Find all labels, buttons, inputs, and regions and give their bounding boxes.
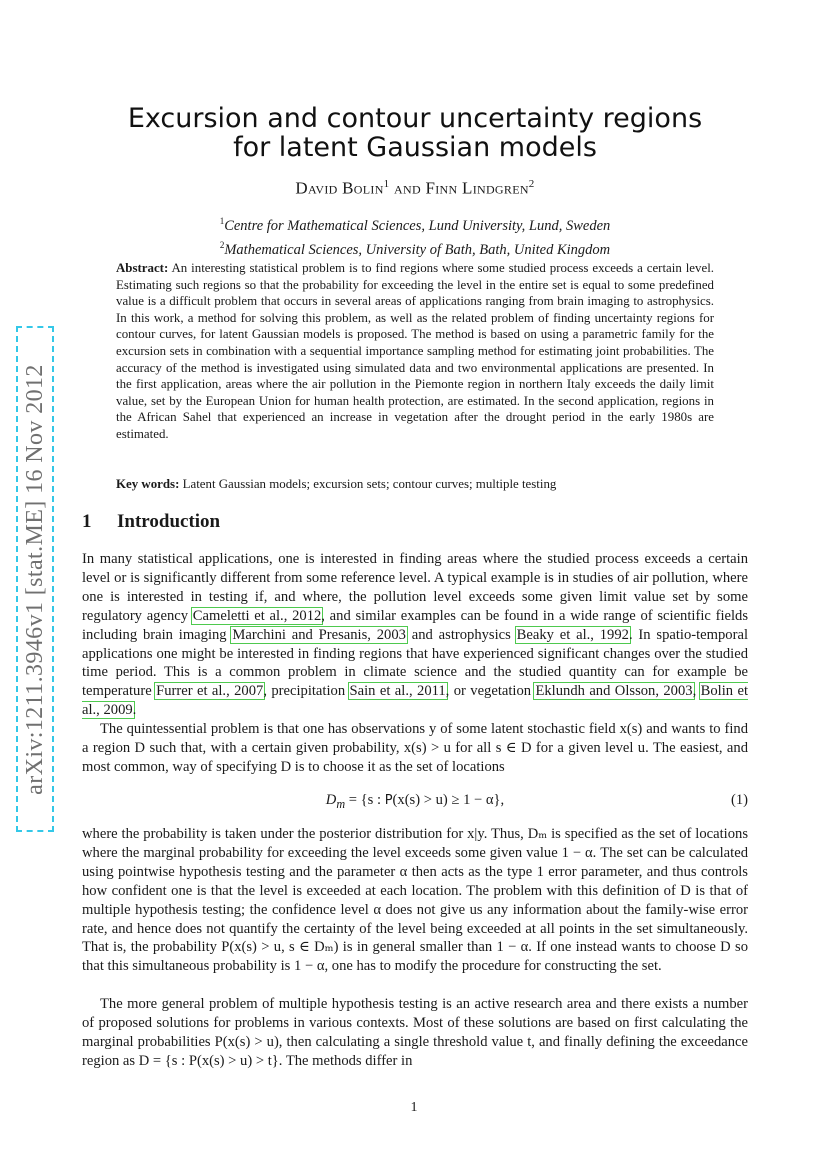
arxiv-identifier-text: arXiv:1211.3946v1 [stat.ME] 16 Nov 2012 bbox=[21, 363, 48, 795]
abstract bbox=[116, 260, 714, 443]
affiliation-1 bbox=[82, 212, 748, 236]
text-run: , bbox=[692, 683, 701, 700]
equation-lhs-subscript: m bbox=[336, 796, 346, 811]
intro-paragraph-4: The more general problem of multiple hypothesis testing is an active research area and there exists a number of proposed solutions for problems in various contexts. Most of these solutions are based on first calculating the marginal probabilities P(x(s) > u), then calculating a single threshold value t, and finally defining the exceedance region as D = {s : P(x(s) > u) > t}. The methods differ in bbox=[82, 996, 748, 1069]
equation-1 bbox=[82, 792, 748, 812]
author-separator: and bbox=[389, 178, 426, 198]
text-run: and astrophysics bbox=[405, 626, 517, 643]
citation-link-bolin[interactable]: Bolin et al., 2009 bbox=[82, 683, 748, 719]
title-line-2: for latent Gaussian models bbox=[233, 132, 597, 163]
citation-link-sain[interactable]: Sain et al., 2011 bbox=[349, 683, 446, 700]
keywords bbox=[116, 476, 714, 492]
intro-paragraph-2: The quintessential problem is that one has observations y of some latent stochastic field x(s) and wants to find a region D such that, with a certain given probability, x(s) > u for all s ∈ D for a given level u. The easiest, and most common, way of specifying D is to choose it as the set of locations bbox=[82, 721, 748, 775]
author-1: David Bolin bbox=[295, 178, 384, 198]
abstract-text: An interesting statistical problem is to find regions where some studied process exceeds a certain level. Estimating such regions so that the probability for exceeding the level in the entire set is equal to some predefined value is a difficult problem that occurs in several areas of applications ranging from brain imaging to astrophysics. In this work, a method for solving this problem, as well as the related problem of finding uncertainty regions for contour curves, for latent Gaussian models is proposed. The method is based on using a parametric family for the excursion sets in combination with a sequential importance sampling method for estimating joint probabilities. The accuracy of the method is investigated using simulated data and two environmental applications are presented. In the first application, areas where the air pollution in the Piemonte region in northern Italy exceeds the daily limit value, set by the European Union for human health protection, are estimated. In the second application, regions in the African Sahel that experienced an increase in vegetation after the drought period in the early 1980s are estimated. bbox=[116, 261, 714, 441]
citation-link-furrer[interactable]: Furrer et al., 2007 bbox=[156, 683, 264, 700]
text-run: , and similar examples can be found in a wide range of scientific fields including brain imaging bbox=[82, 607, 749, 643]
equation-rhs-a: = {s : bbox=[345, 792, 385, 808]
text-run: . In spatio-temporal applications one might be interested in finding regions that have experienced significant changes over the studied time period. This is a common problem in climate science and the studied quantity can for example be temperature bbox=[82, 626, 748, 700]
arxiv-identifier-stamp bbox=[16, 326, 54, 832]
abstract-label: Abstract: bbox=[116, 261, 169, 275]
author-list bbox=[82, 178, 748, 199]
intro-paragraph-3: where the probability is taken under the posterior distribution for x|y. Thus, Dₘ is specified as the set of locations where the marginal probability for exceeding the level exceeds some given value 1 − α. The set can be calculated using pointwise hypothesis testing and the parameter α then acts as the type 1 error parameter, and thus controls how confident one is that the level is exceeded at each location. The problem with this definition of D is that of multiple hypothesis testing; the confidence level α does not give us any information about the family-wise error rate, and hence does not quantify the certainty of the level being exceeded at all points in the set simultaneously. That is, the probability P(x(s) > u, s ∈ Dₘ) is in general smaller than 1 − α. If one instead wants to choose D so that this simultaneous probability is 1 − α, one has to modify the procedure for constructing the set. bbox=[82, 826, 748, 975]
section-title: Introduction bbox=[117, 511, 221, 532]
equation-prob-operator: P bbox=[384, 793, 393, 808]
section-heading-introduction bbox=[82, 511, 748, 533]
author-2-affil-marker: 2 bbox=[528, 178, 535, 190]
affiliation-2 bbox=[82, 236, 748, 260]
text-run: In many statistical applications, one is interested in finding areas where the studied process exceeds a certain level or is significantly different from some reference level. A typical example is in studies of air pollution, where one is interested in testing if, and where, the pollution level exceeds some given limit value set by some regulatory agency bbox=[82, 551, 748, 624]
title-line-1: Excursion and contour uncertainty regions bbox=[127, 103, 703, 134]
affiliation-1-text: Centre for Mathematical Sciences, Lund University, Lund, Sweden bbox=[224, 217, 611, 234]
equation-rhs-b: (x(s) > u) ≥ 1 − α}, bbox=[392, 792, 505, 808]
equation-body bbox=[82, 792, 748, 812]
text-run: , or vegetation bbox=[445, 683, 536, 700]
affiliation-1-marker: 1 bbox=[219, 216, 225, 226]
text-run: , precipitation bbox=[263, 683, 350, 700]
text-run: . bbox=[132, 702, 137, 719]
citation-link-beaky[interactable]: Beaky et al., 1992 bbox=[516, 626, 629, 643]
page-number: 1 bbox=[410, 1100, 418, 1115]
keywords-text: Latent Gaussian models; excursion sets; contour curves; multiple testing bbox=[179, 477, 557, 491]
equation-number: (1) bbox=[730, 792, 748, 808]
paper-title bbox=[82, 104, 748, 162]
affiliations bbox=[82, 212, 748, 260]
section-number: 1 bbox=[82, 511, 92, 532]
affiliation-2-text: Mathematical Sciences, University of Bath, Bath, United Kingdom bbox=[224, 241, 611, 258]
keywords-label: Key words: bbox=[116, 477, 180, 491]
author-2: Finn Lindgren bbox=[425, 178, 529, 198]
citation-link-marchini[interactable]: Marchini and Presanis, 2003 bbox=[232, 626, 406, 643]
citation-link-cameletti[interactable]: Cameletti et al., 2012 bbox=[192, 607, 322, 624]
author-1-affil-marker: 1 bbox=[383, 178, 390, 190]
equation-lhs: D bbox=[325, 792, 337, 808]
citation-link-eklundh[interactable]: Eklundh and Olsson, 2003 bbox=[535, 683, 693, 700]
intro-paragraph-1 bbox=[82, 550, 748, 720]
affiliation-2-marker: 2 bbox=[219, 239, 225, 250]
